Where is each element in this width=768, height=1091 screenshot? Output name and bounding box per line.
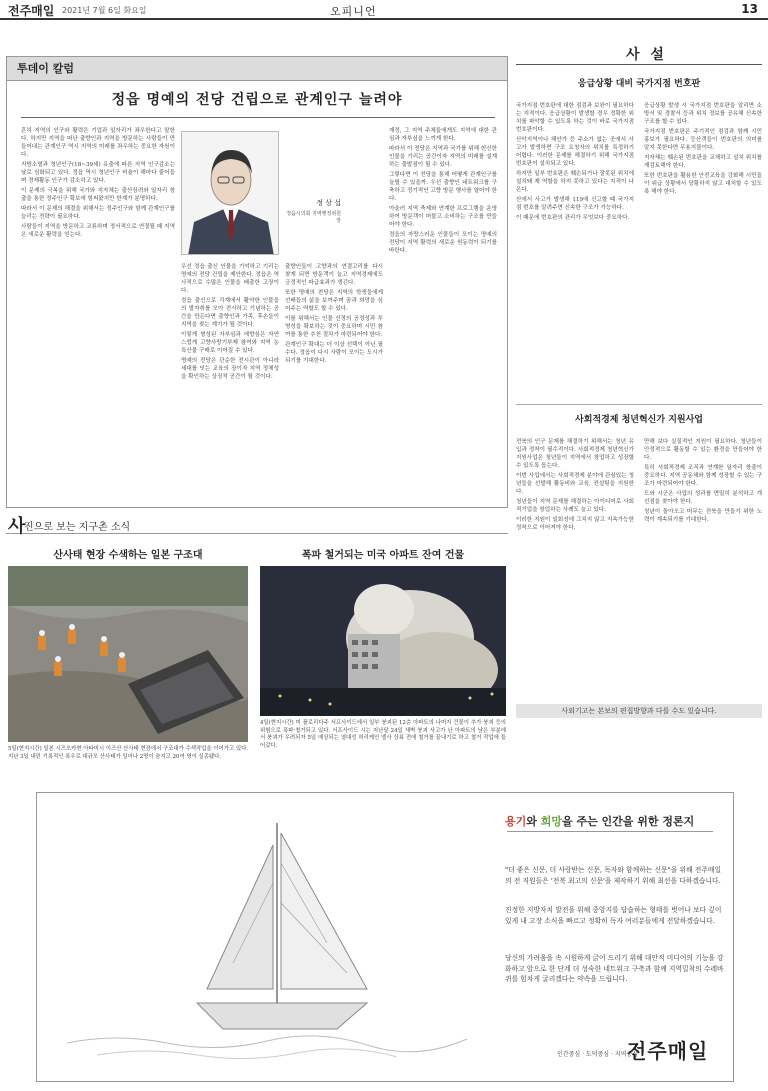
paragraph: 이를 위해서는 인물 선정의 공정성과 투명성을 확보하는 것이 중요하며 시민 참여를 통한 추천 절차가 마련되어야 한다. — [285, 316, 383, 338]
today-column — [6, 56, 508, 508]
photo-right-title: 폭파 철거되는 미국 아파트 잔여 건물 — [301, 550, 465, 561]
paragraph: 지방소멸과 청년인구(18~39세) 유출에 따른 지역 인구감소는 날로 심화되고 있다. 정읍 역시 청년인구 비율이 해마다 줄어들며 경제활동 인구가 감소하고 있다. — [21, 162, 175, 184]
paragraph: 도와 시군은 사업의 성과를 면밀히 분석하고 개선점을 찾아야 한다. — [644, 491, 762, 505]
photo-news-header-text: 진으로 보는 지구촌 소식 — [24, 522, 131, 533]
editorial-1-column-1 — [516, 102, 634, 402]
masthead — [0, 0, 768, 20]
ad-headline-courage: 용기 — [505, 815, 527, 828]
paragraph: 따라서 이 전당은 지역과 국가를 위해 헌신한 인물을 기리는 공간이자 지역의 미래를 설계하는 출발점이 될 수 있다. — [389, 146, 497, 168]
paragraph: 이 문제의 극복을 위해 국가와 지자체는 출산장려와 일자리 창출을 통한 정주인구 확보에 힘써왔지만 한계가 분명하다. — [21, 188, 175, 202]
editorial-disclaimer: 사외기고는 본보의 편집방향과 다를 수도 있습니다. — [516, 704, 762, 718]
ad-headline-rule — [507, 831, 713, 832]
author-portrait — [181, 131, 279, 255]
masthead-section: 오피니언 — [330, 5, 377, 18]
photo-left-caption: 5일(현지시간) 일본 시즈오카현 아타미시 이즈산 산사태 현장에서 구조대가 수색작업을 이어가고 있다. 지난 3일 내린 기록적인 폭우로 대규모 산사태가 일어나 2명이 숨지고 20여 명이 실종됐다. — [8, 746, 248, 760]
newspaper-ad — [36, 792, 734, 1082]
today-body-column-2 — [181, 263, 279, 499]
today-body-column-4 — [389, 127, 497, 499]
editorial-section — [516, 42, 762, 704]
paragraph: 그렇다면 이 전당을 통해 어떻게 관계인구를 늘릴 수 있을까. 우선 출향인 네트워크를 구축하고 정기적인 고향 방문 행사를 열어야 한다. — [389, 172, 497, 202]
editorial-title-2: 사회적경제 청년혁신가 지원사업 — [575, 415, 703, 425]
ad-brand-logo: 전주매일 — [627, 1039, 709, 1063]
author-title: 정읍시의회 지역행정위원장 — [286, 211, 341, 224]
photo-right-caption: 4일(현지시간) 미 플로리다주 서프사이드에서 일부 붕괴된 12층 아파트의 나머지 건물이 추가 붕괴 등의 위험으로 폭파·철거되고 있다. 서프사이드 시는 지난달 24일 새벽 붕괴 사고가 난 아파트의 남은 부분에서 붕괴가 우려되자 5일 예상되는 열대성 허리케인 엘사 상륙 전에 철거를 끝내기로 하고 철거 작업에 들어갔다. — [260, 720, 506, 749]
paragraph: 또한 번호판을 활용한 안전교육을 강화해 시민들이 위급 상황에서 당황하지 않고 대처할 수 있도록 해야 한다. — [644, 173, 762, 195]
paragraph: 청년이 돌아오고 머무는 전북을 만들기 위한 노력이 계속되기를 기대한다. — [644, 509, 762, 523]
landslide-photo-image — [8, 566, 248, 742]
paragraph: 국가지점 번호판에 대한 점검과 보완이 필요하다는 지적이다. 응급상황이 발생할 경우 정확한 위치를 파악할 수 있도록 하는 것이 바로 국가지점 번호판이다. — [516, 103, 634, 133]
paragraph: 우선 정읍 출신 인물을 기억하고 기리는 명예의 전당 건립을 제안한다. 정읍은 역사적으로 수많은 인물을 배출한 고장이다. — [181, 264, 279, 294]
editorial-title-1: 응급상황 대비 국가지점 번호판 — [577, 79, 701, 89]
editorial-label-rule — [516, 64, 762, 65]
ad-paragraph-1: "더 좋은 신문, 더 사랑받는 신문, 독자와 함께하는 신문"을 위해 전주매일의 전 직원들은 '전북 최고의 신문'을 제작하기 위해 최선을 다하겠습니다. — [505, 866, 722, 885]
paragraph: 따라서 이 문제의 해결을 위해서는 정주인구와 함께 관계인구를 늘리는 전략이 필요하다. — [21, 206, 175, 220]
headline-rule — [21, 117, 495, 118]
ad-paragraph-2: 진정한 지방자치 발전을 위해 중앙지를 답습하는 형태를 벗어나 보다 깊이 있게 내 고장 소식을 빠르고 정확히 독자 여러분들에게 전달하겠습니다. — [505, 906, 722, 925]
ad-paragraph-3: 당신의 가려움을 속 시원하게 긁어 드리기 위해 대안적 미디어의 기능을 강화하고 앞으로 한 단계 더 성숙한 네트워크 구축과 함께 지역밀착의 수레바퀴를 힘차게 굴리겠다는 약속을 드립니다. — [505, 954, 724, 983]
editorial-divider — [516, 404, 762, 405]
editorial-2-column-1 — [516, 438, 634, 700]
sailboat-illustration — [37, 793, 497, 1081]
photo-news-header-initial: 사 — [8, 516, 26, 537]
paragraph: 재정, 그 지역 주체들에게도 지역에 대한 관심과 자부심을 느끼게 한다. — [389, 128, 497, 142]
photo-left-landslide — [8, 566, 248, 742]
paragraph: 만해 보다 실질적인 지원이 필요하다. 청년들이 안정적으로 활동할 수 있는 환경을 만들어야 한다. — [644, 439, 762, 461]
paragraph: 산악지역이나 해안가 등 주소가 없는 곳에서 사고가 발생하면 구조 요청자의 위치를 특정하기 어렵다. 이러한 문제를 해결하기 위해 국가지점 번호판이 설치되고 있다. — [516, 137, 634, 167]
paragraph: 이러한 지원이 일회성에 그치지 않고 지속가능한 정착으로 이어져야 한다. — [516, 517, 634, 531]
photo-right-demolition — [260, 566, 506, 716]
paragraph: 아울러 지역 축제와 연계한 프로그램을 운영하여 방문객이 머물고 소비하는 구조를 만들어야 한다. — [389, 206, 497, 228]
photo-left-title: 산사태 현장 수색하는 일본 구조대 — [53, 550, 203, 561]
paragraph: 응급상황 발생 시 국가지점 번호판을 알리면 소방서 및 경찰서 등과 위치 정보를 공유해 신속한 구조를 할 수 있다. — [644, 103, 762, 125]
ad-headline-connector: 와 — [526, 815, 541, 828]
ad-headline — [505, 813, 694, 829]
today-column-label: 투데이 칼럼 — [7, 57, 507, 81]
paragraph: 관계인구 확대는 더 이상 선택이 아닌 필수다. 정읍이 다시 사람이 모이는 도시가 되기를 기대한다. — [285, 342, 383, 364]
paragraph: 국가지점 번호판은 주기적인 점검과 함께 시민 홍보가 필요하다. 등산객들이 번호판의 의미를 알지 못한다면 무용지물이다. — [644, 129, 762, 151]
paragraph: 정읍 출신으로 각계에서 활약한 인물들의 발자취를 모아 전시하고 기념하는 공간을 만든다면 출향인과 가족, 후손들이 지역을 찾는 계기가 될 것이다. — [181, 298, 279, 328]
photo-news-section — [6, 514, 508, 782]
masthead-date: 2021년 7월 6일 화요일 — [62, 6, 147, 15]
paragraph: 산에서 사고가 발생해 119에 신고할 때 국가지점 번호를 알려주면 신속한 구조가 가능하다. — [516, 197, 634, 211]
paragraph: 정읍의 자랑스러운 인물들이 모이는 명예의 전당이 지역 활력의 새로운 원동력이 되기를 바란다. — [389, 232, 497, 254]
today-body-column-3 — [285, 263, 383, 499]
author-name: 정 상 섭 — [316, 199, 341, 207]
photo-news-header — [6, 514, 508, 537]
paragraph: 전북의 인구 문제를 해결하기 위해서는 청년 유입과 정착이 필수적이다. 사회적경제 청년혁신가 지원사업은 청년들이 지역에서 창업하고 성장할 수 있도록 돕는다. — [516, 439, 634, 469]
paragraph: 이번 사업에서는 사회적경제 분야에 관심있는 청년들을 선발해 활동비와 교육, 컨설팅을 지원한다. — [516, 473, 634, 495]
paragraph: 지자체는 훼손된 번호판을 교체하고 설치 위치를 재검토해야 한다. — [644, 155, 762, 169]
editorial-label: 사 설 — [626, 47, 667, 63]
paragraph: 청년들이 지역 문제를 해결하는 아이디어로 사회적기업을 창업하는 사례도 늘고 있다. — [516, 499, 634, 513]
paragraph: 이 때문에 번호판의 관리가 무엇보다 중요하다. — [516, 215, 630, 221]
editorial-2-column-2 — [644, 438, 762, 700]
paragraph: 특히 사회적경제 조직과 연계한 일자리 창출이 중요하다. 지역 공동체와 함께 성장할 수 있는 구조가 마련되어야 한다. — [644, 465, 762, 487]
author-portrait-image — [182, 132, 279, 255]
demolition-photo-image — [260, 566, 506, 716]
paragraph: 또한 명예의 전당은 지역의 학생들에게 선배들의 삶을 보여주며 꿈과 희망을 심어주는 역할도 할 수 있다. — [285, 290, 383, 312]
masthead-brand: 전주매일 — [8, 4, 55, 18]
page-number: 13 — [741, 2, 758, 16]
paragraph: 이렇게 형성된 자부심과 애향심은 자연스럽게 고향사랑기부제 참여와 지역 농특산물 구매로 이어질 수 있다. — [181, 332, 279, 354]
paragraph: 흔히 지역의 인구와 활력은 기업과 일자리가 좌우한다고 말한다. 하지만 지역을 떠난 출향인과 지역을 방문하는 사람들이 만들어내는 관계인구 역시 지역의 미래를 좌우하는 중요한 자원이다. — [21, 128, 175, 158]
paragraph: 명예의 전당은 단순한 전시관이 아니라 세대를 잇는 교육의 장이자 지역 정체성을 확인하는 상징적 공간이 될 것이다. — [181, 358, 279, 380]
paragraph: 하지만 일부 번호판은 훼손되거나 잘못된 위치에 설치돼 제 역할을 하지 못하고 있다는 지적이 나온다. — [516, 171, 634, 193]
editorial-1-column-2 — [644, 102, 762, 402]
ad-headline-hope: 희망 — [540, 815, 562, 828]
today-body-column-1 — [21, 127, 175, 499]
paragraph: 출향인들이 고향과의 연결고리를 다시 찾게 되면 방문객이 늘고 지역경제에도 긍정적인 파급효과가 생긴다. — [285, 264, 383, 286]
paragraph: 사람들이 지역을 방문하고 교류하며 정서적으로 연결될 때 지역은 새로운 활력을 얻는다. — [21, 224, 175, 238]
today-column-headline: 정읍 명예의 전당 건립으로 관계인구 늘려야 — [111, 92, 403, 108]
ad-headline-rest: 을 주는 인간을 위한 정론지 — [562, 815, 695, 828]
ad-motto: 인간중심 · 도덕중심 · 지역중심 — [557, 1051, 638, 1058]
